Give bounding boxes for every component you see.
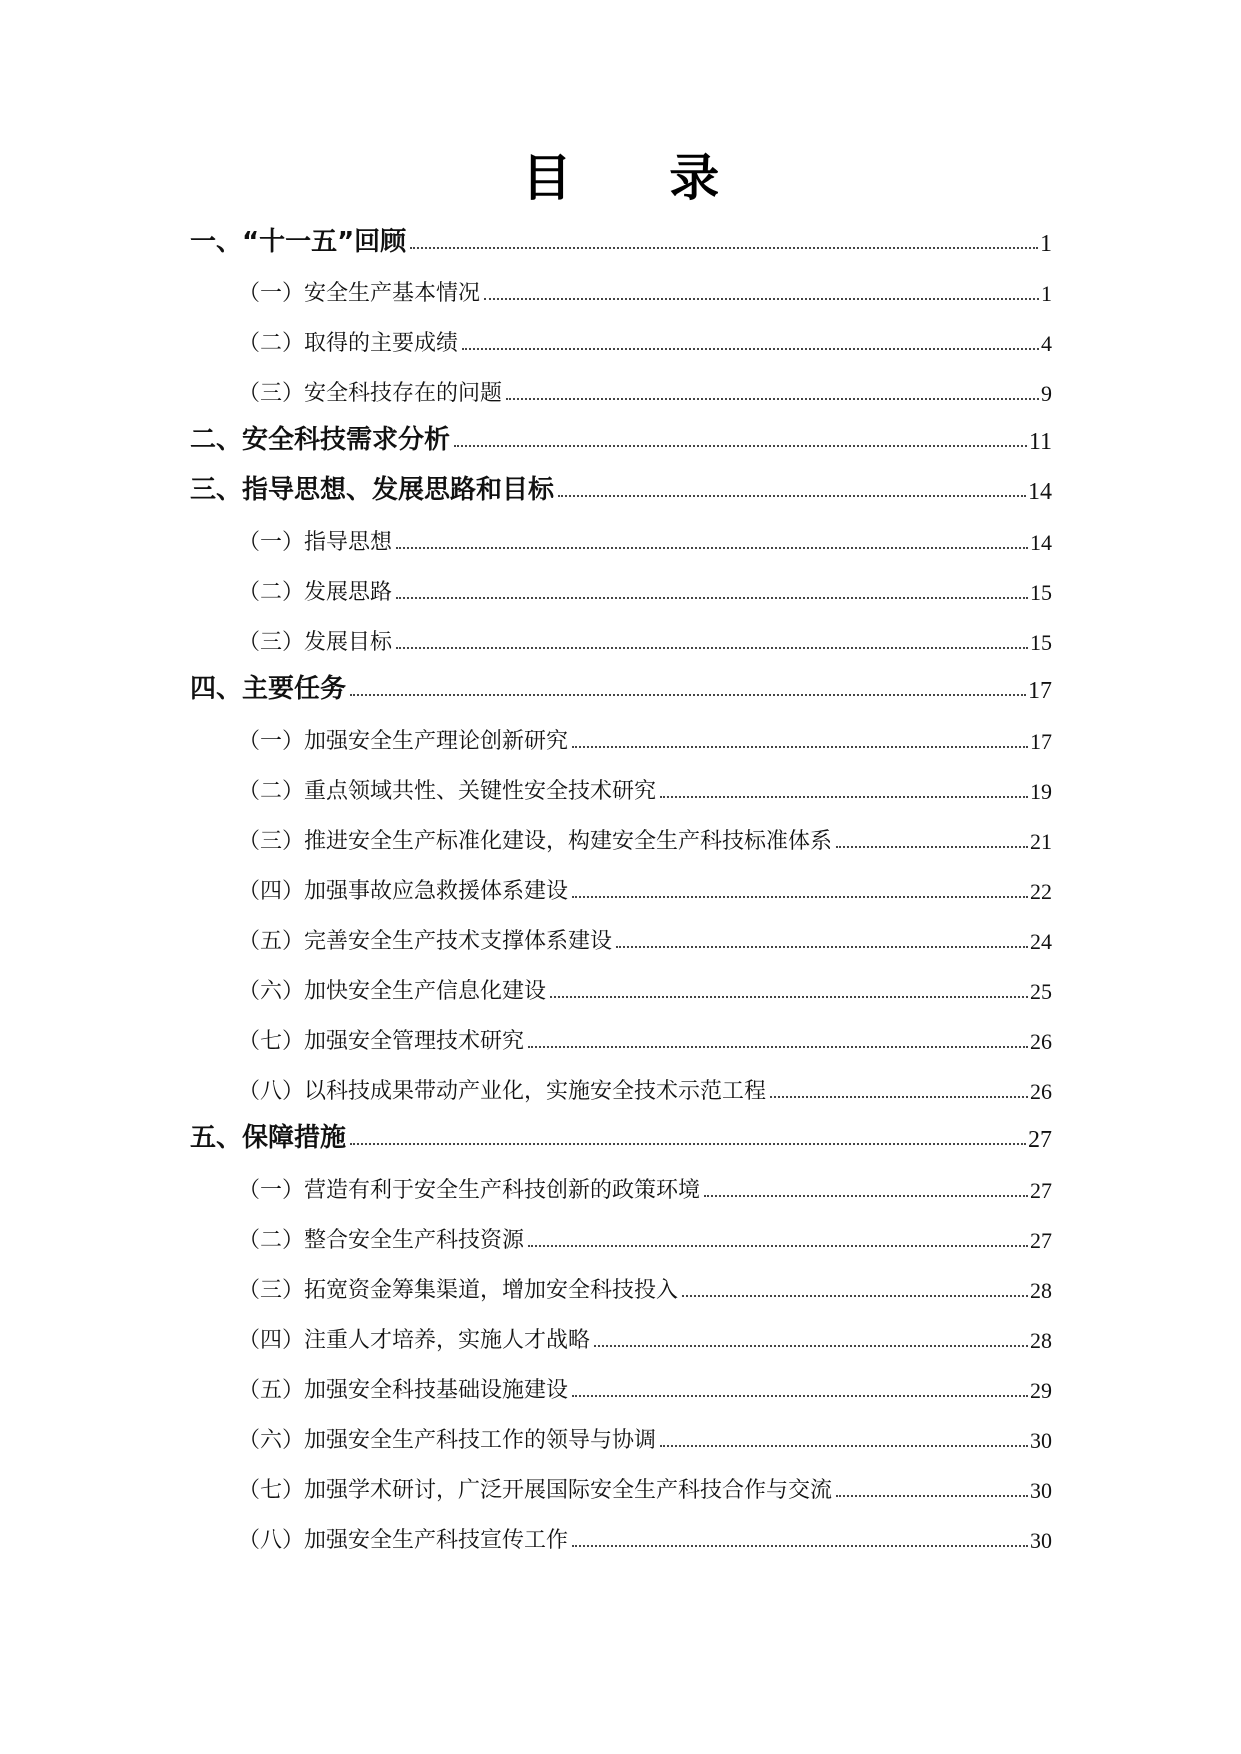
- toc-entry-label: 一、“十一五”回顾: [190, 227, 407, 257]
- toc-entry-label: （一）安全生产基本情况: [238, 281, 481, 306]
- dot-leader: [396, 647, 1028, 649]
- toc-page-number: 11: [1028, 429, 1052, 455]
- toc-entry-section[interactable]: [238, 321, 1052, 357]
- toc-page-number: 27: [1028, 1127, 1052, 1153]
- toc-entry-label: （二）整合安全生产科技资源: [238, 1228, 525, 1253]
- toc-entry-section[interactable]: [238, 520, 1052, 556]
- toc-entry-label: 五、保障措施: [190, 1123, 347, 1153]
- dot-leader: [770, 1096, 1028, 1098]
- toc-entry-label: （一）加强安全生产理论创新研究: [238, 729, 569, 754]
- toc-page-number: 1: [1041, 281, 1052, 306]
- dot-leader: [572, 896, 1028, 898]
- dot-leader: [506, 398, 1039, 400]
- dot-leader: [350, 1143, 1026, 1145]
- toc-page-number: 27: [1030, 1228, 1052, 1253]
- toc-entry-label: （二）发展思路: [238, 580, 393, 605]
- toc-entry-label: （四）注重人才培养，实施人才战略: [238, 1328, 591, 1353]
- toc-entry-section[interactable]: [238, 719, 1052, 755]
- toc-entry-label: 三、指导思想、发展思路和目标: [190, 475, 555, 505]
- toc-entry-label: （八）加强安全生产科技宣传工作: [238, 1528, 569, 1553]
- dot-leader: [484, 298, 1039, 300]
- dot-leader: [594, 1345, 1028, 1347]
- toc-entry-label: （五）加强安全科技基础设施建设: [238, 1378, 569, 1403]
- dot-leader: [682, 1295, 1028, 1297]
- toc-entry-section[interactable]: [238, 1168, 1052, 1204]
- dot-leader: [572, 1395, 1028, 1397]
- toc-entry-section[interactable]: [238, 769, 1052, 805]
- toc-entry-section[interactable]: [238, 271, 1052, 307]
- toc-page-number: 14: [1028, 479, 1052, 505]
- toc-page-number: 29: [1030, 1378, 1052, 1403]
- toc-entry-label: 二、安全科技需求分析: [190, 425, 451, 455]
- toc-entry-section[interactable]: [238, 869, 1052, 905]
- toc-entry-label: （二）取得的主要成绩: [238, 331, 459, 356]
- toc-page-number: 28: [1030, 1278, 1052, 1303]
- dot-leader: [558, 495, 1026, 497]
- toc-entry-section[interactable]: [238, 1368, 1052, 1404]
- toc-entry-label: （五）完善安全生产技术支撑体系建设: [238, 929, 613, 954]
- toc-page-number: 14: [1030, 530, 1052, 555]
- toc-page-number: 30: [1030, 1528, 1052, 1553]
- dot-leader: [396, 547, 1028, 549]
- toc-entry-section[interactable]: [238, 371, 1052, 407]
- toc-entry-section[interactable]: [238, 620, 1052, 656]
- toc-entry-section[interactable]: [238, 1069, 1052, 1105]
- toc-page-number: 1: [1040, 231, 1052, 257]
- toc-page-number: 17: [1028, 678, 1052, 704]
- toc-entry-section[interactable]: [238, 1418, 1052, 1454]
- dot-leader: [462, 348, 1039, 350]
- toc-entry-label: （一）指导思想: [238, 530, 393, 555]
- toc-page-number: 24: [1030, 929, 1052, 954]
- toc-page-number: 9: [1041, 381, 1052, 406]
- toc-page-number: 19: [1030, 779, 1052, 804]
- dot-leader: [454, 445, 1027, 447]
- toc-entry-section[interactable]: [238, 1268, 1052, 1304]
- toc-entry-section[interactable]: [238, 1218, 1052, 1254]
- toc-entry-section[interactable]: [238, 1518, 1052, 1554]
- toc-entry-label: （二）重点领域共性、关键性安全技术研究: [238, 779, 657, 804]
- toc-entry-section[interactable]: [238, 1468, 1052, 1504]
- toc-entry-label: （六）加快安全生产信息化建设: [238, 979, 547, 1004]
- toc-entry-chapter-5[interactable]: [190, 1114, 1052, 1154]
- toc-entry-label: （七）加强学术研讨，广泛开展国际安全生产科技合作与交流: [238, 1478, 833, 1503]
- dot-leader: [660, 1445, 1028, 1447]
- toc-page-number: 28: [1030, 1328, 1052, 1353]
- toc-entry-section[interactable]: [238, 919, 1052, 955]
- toc-entry-label: 四、主要任务: [190, 674, 347, 704]
- toc-page-number: 30: [1030, 1428, 1052, 1453]
- dot-leader: [396, 597, 1028, 599]
- toc-page-number: 15: [1030, 630, 1052, 655]
- toc-page-number: 15: [1030, 580, 1052, 605]
- toc-entry-chapter-3[interactable]: [190, 466, 1052, 506]
- toc-page-number: 25: [1030, 979, 1052, 1004]
- dot-leader: [350, 694, 1026, 696]
- dot-leader: [528, 1245, 1028, 1247]
- toc-entry-section[interactable]: [238, 969, 1052, 1005]
- toc-entry-section[interactable]: [238, 1318, 1052, 1354]
- toc-entry-label: （三）安全科技存在的问题: [238, 381, 503, 406]
- dot-leader: [528, 1046, 1028, 1048]
- dot-leader: [572, 1545, 1028, 1547]
- toc-entry-section[interactable]: [238, 819, 1052, 855]
- toc-entry-label: （三）发展目标: [238, 630, 393, 655]
- toc-entry-label: （三）拓宽资金筹集渠道，增加安全科技投入: [238, 1278, 679, 1303]
- dot-leader: [660, 796, 1028, 798]
- toc-entry-label: （七）加强安全管理技术研究: [238, 1029, 525, 1054]
- toc-page-number: 21: [1030, 829, 1052, 854]
- toc-entry-label: （八）以科技成果带动产业化，实施安全技术示范工程: [238, 1079, 767, 1104]
- dot-leader: [410, 247, 1038, 249]
- toc-page-number: 27: [1030, 1178, 1052, 1203]
- toc-entry-section[interactable]: [238, 1019, 1052, 1055]
- toc-title: 目 录: [521, 148, 760, 207]
- toc-page-number: 4: [1041, 331, 1052, 356]
- dot-leader: [550, 996, 1028, 998]
- toc-entry-label: （一）营造有利于安全生产科技创新的政策环境: [238, 1178, 701, 1203]
- toc-entry-chapter-1[interactable]: [190, 218, 1052, 258]
- dot-leader: [836, 1495, 1028, 1497]
- dot-leader: [836, 846, 1028, 848]
- toc-page-number: 26: [1030, 1079, 1052, 1104]
- dot-leader: [704, 1195, 1028, 1197]
- toc-entry-chapter-4[interactable]: [190, 665, 1052, 705]
- toc-entry-section[interactable]: [238, 570, 1052, 606]
- dot-leader: [616, 946, 1028, 948]
- toc-page-number: 17: [1030, 729, 1052, 754]
- toc-entry-chapter-2[interactable]: [190, 416, 1052, 456]
- toc-entry-label: （四）加强事故应急救援体系建设: [238, 879, 569, 904]
- toc-page-number: 26: [1030, 1029, 1052, 1054]
- toc-page-number: 30: [1030, 1478, 1052, 1503]
- dot-leader: [572, 746, 1028, 748]
- toc-page-number: 22: [1030, 879, 1052, 904]
- toc-entry-label: （三）推进安全生产标准化建设，构建安全生产科技标准体系: [238, 829, 833, 854]
- toc-entry-label: （六）加强安全生产科技工作的领导与协调: [238, 1428, 657, 1453]
